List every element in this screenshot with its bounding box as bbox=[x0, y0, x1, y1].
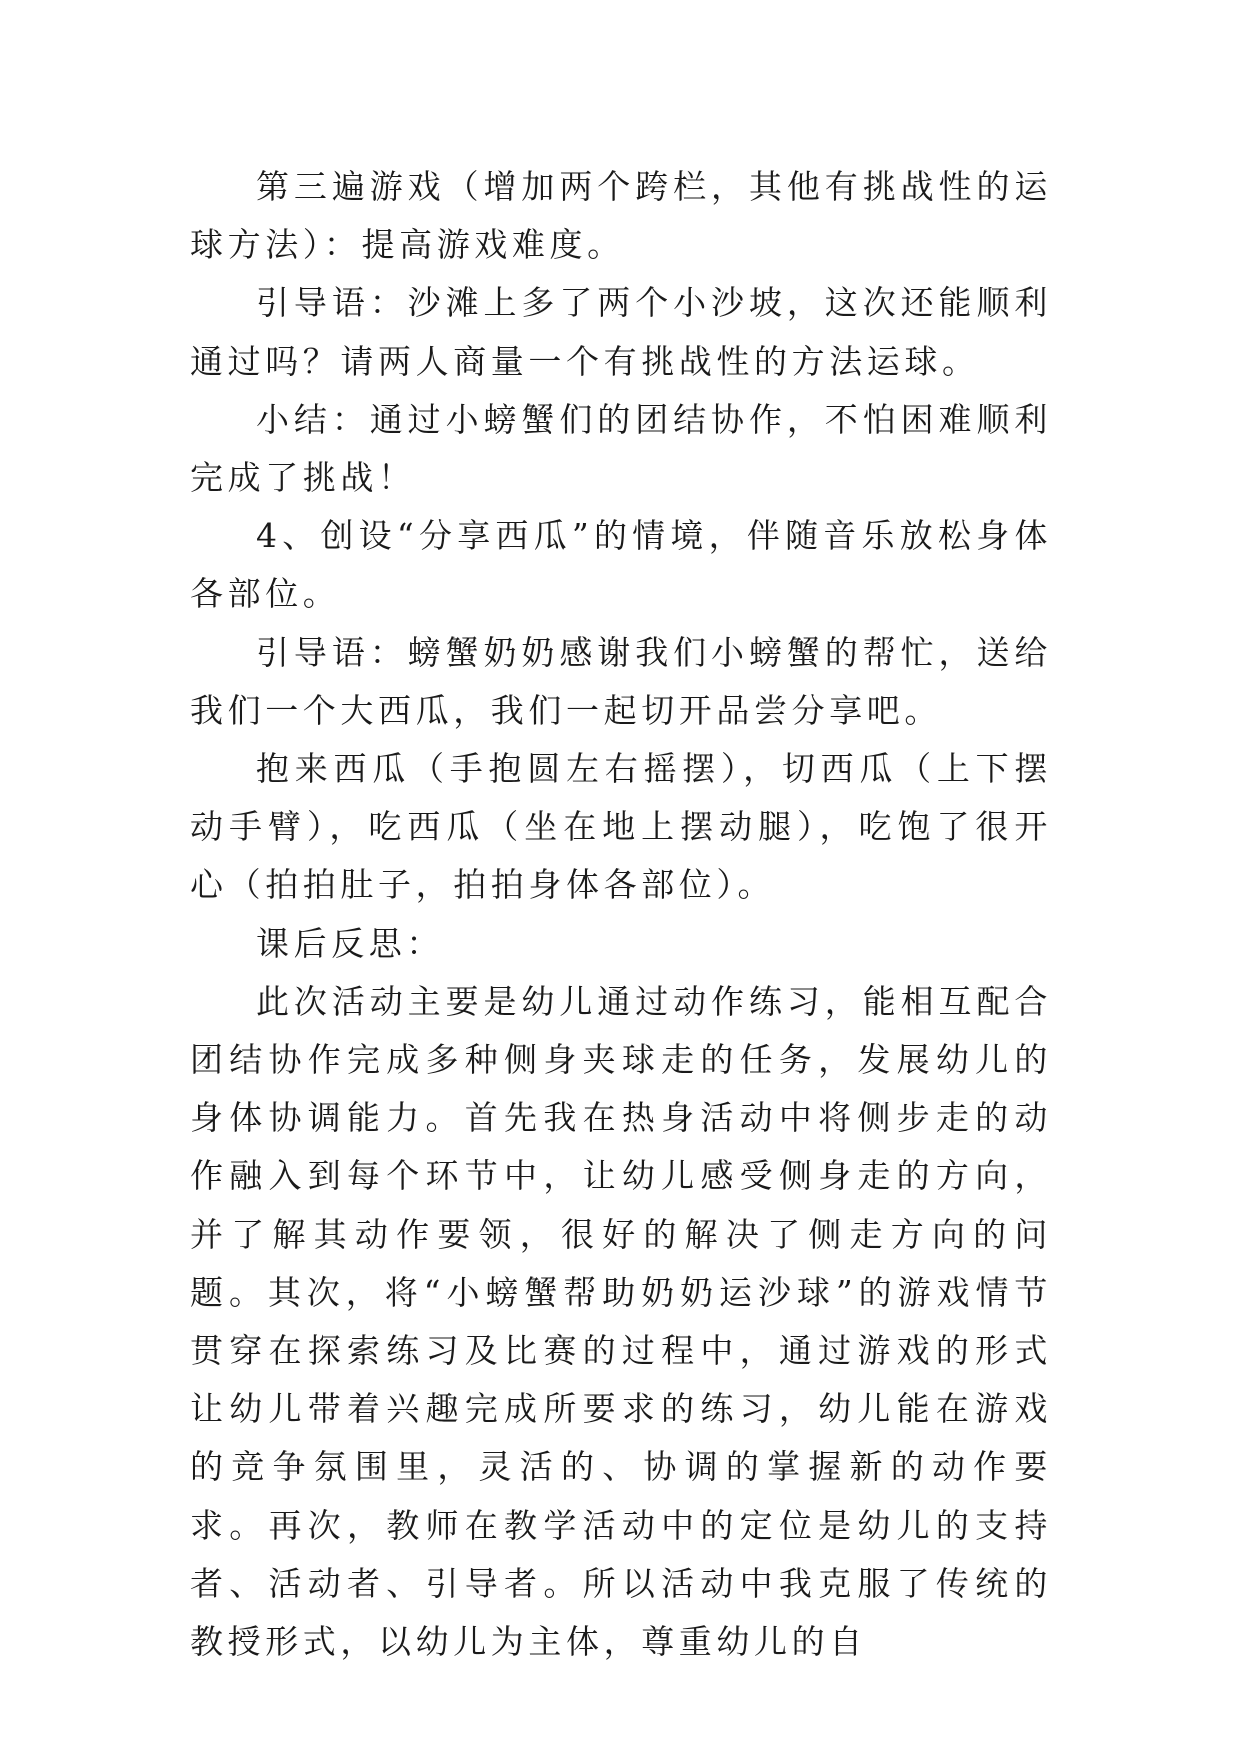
paragraph-share-watermelon: 4、创设“分享西瓜”的情境，伴随音乐放松身体各部位。 bbox=[190, 516, 1052, 614]
paragraph-summary: 小结：通过小螃蟹们的团结协作，不怕困难顺利完成了挑战！ bbox=[190, 399, 1052, 498]
paragraph-third-game: 第三遍游戏（增加两个跨栏，其他有挑战性的运球方法）：提高游戏难度。 bbox=[190, 167, 1052, 265]
paragraph-reflection-body: 此次活动主要是幼儿通过动作练习，能相互配合团结协作完成多种侧身夹球走的任务，发展幼儿的身体协调能力。首先我在热身活动中将侧步走的动作融入到每个环节中，让幼儿感受侧身走的方向，并了解其动作要领，很好的解决了侧走方向的问题。其次，将“小螃蟹帮助奶奶运沙球”的游戏情节贯穿在探索练习及比赛的过程中，通过游戏的形式让幼儿带着兴趣完成所要求的练习，幼儿能在游戏的竞争氛围里，灵活的、协调的掌握新的动作要求。再次，教师在教学活动中的定位是幼儿的支持者、活动者、引导者。所以活动中我克服了传统的教授形式，以幼儿为主体，尊重幼儿的自 bbox=[190, 981, 1052, 1662]
paragraph-guide-crab-grandma: 引导语：螃蟹奶奶感谢我们小螃蟹的帮忙，送给我们一个大西瓜，我们一起切开品尝分享吧。 bbox=[190, 632, 1052, 730]
paragraph-watermelon-actions: 抱来西瓜（手抱圆左右摇摆），切西瓜（上下摆动手臂），吃西瓜（坐在地上摆动腿），吃饱了很开心（拍拍肚子，拍拍身体各部位）。 bbox=[190, 749, 1052, 905]
paragraph-guide-sand-slope: 引导语：沙滩上多了两个小沙坡，这次还能顺利通过吗？请两人商量一个有挑战性的方法运球。 bbox=[190, 283, 1052, 381]
paragraph-reflection-heading: 课后反思： bbox=[256, 923, 444, 963]
document-body bbox=[190, 158, 1052, 1671]
